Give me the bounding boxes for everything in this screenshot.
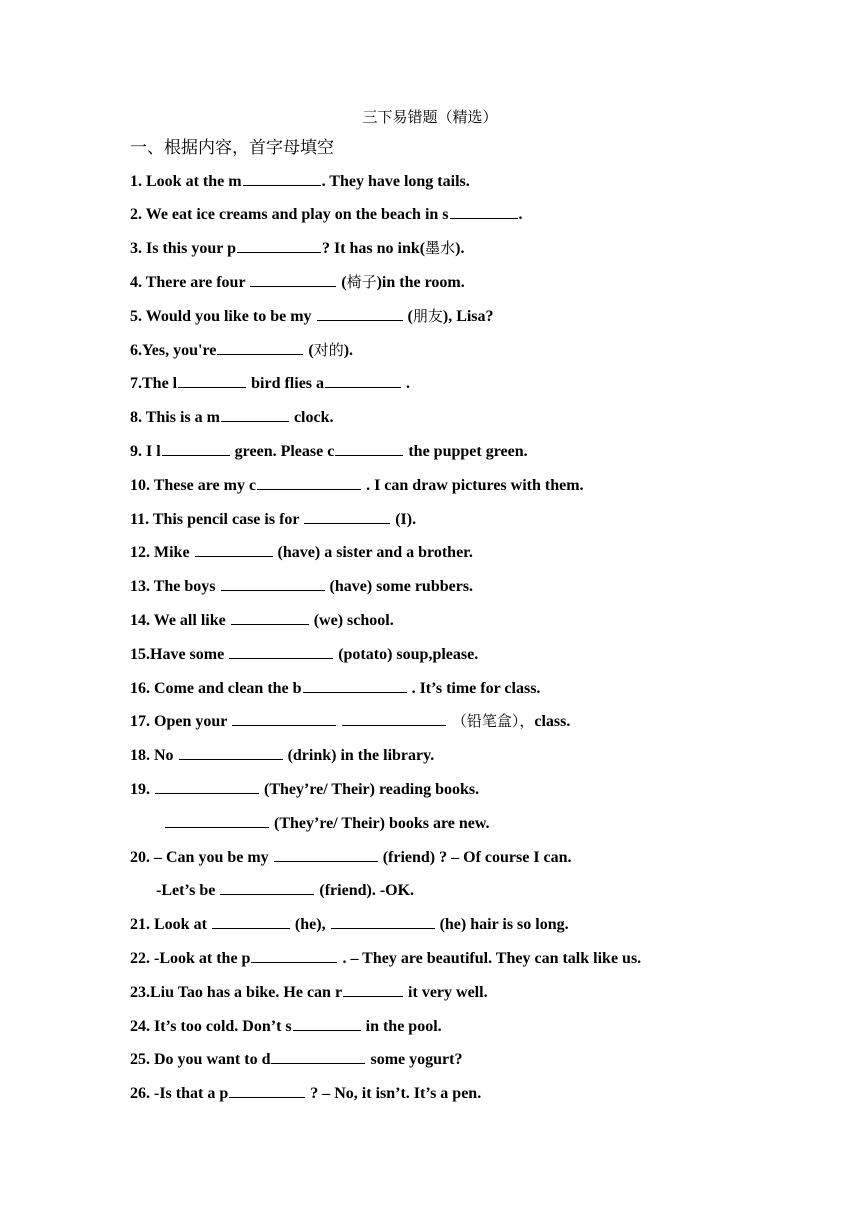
answer-blank[interactable] — [220, 879, 314, 895]
answer-blank[interactable] — [179, 744, 283, 760]
question-14: 14. We all like (we) school. — [130, 609, 394, 631]
answer-blank[interactable] — [231, 609, 309, 625]
answer-blank[interactable] — [162, 440, 230, 456]
answer-blank[interactable] — [237, 237, 321, 253]
answer-blank[interactable] — [335, 440, 403, 456]
question-19a: 19. (They’re/ Their) reading books. — [130, 778, 479, 800]
question-13: 13. The boys (have) some rubbers. — [130, 575, 473, 597]
question-24: 24. It’s too cold. Don’t s in the pool. — [130, 1015, 442, 1037]
question-10: 10. These are my c . I can draw pictures with them. — [130, 474, 584, 496]
question-19b: (They’re/ Their) books are new. — [164, 812, 490, 834]
answer-blank[interactable] — [331, 913, 435, 929]
answer-blank[interactable] — [325, 372, 401, 388]
answer-blank[interactable] — [343, 981, 403, 997]
answer-blank[interactable] — [155, 778, 259, 794]
question-4: 4. There are four (椅子)in the room. — [130, 273, 465, 291]
answer-blank[interactable] — [229, 1082, 305, 1098]
question-12: 12. Mike (have) a sister and a brother. — [130, 541, 473, 563]
worksheet-title: 三下易错题（精选） — [362, 108, 498, 126]
answer-blank[interactable] — [221, 575, 325, 591]
question-9: 9. I l green. Please c the puppet green. — [130, 440, 528, 462]
answer-blank[interactable] — [178, 372, 246, 388]
answer-blank[interactable] — [274, 846, 378, 862]
answer-blank[interactable] — [195, 541, 273, 557]
question-16: 16. Come and clean the b . It’s time for class. — [130, 677, 540, 699]
question-20b: -Let’s be (friend). -OK. — [156, 879, 414, 901]
question-5: 5. Would you like to be my (朋友), Lisa? — [130, 307, 494, 325]
question-1: 1. Look at the m . They have long tails. — [130, 170, 470, 192]
question-2: 2. We eat ice creams and play on the beach in s . — [130, 203, 523, 225]
question-7: 7.The l bird flies a . — [130, 372, 410, 394]
answer-blank[interactable] — [212, 913, 290, 929]
question-26: 26. -Is that a p ? – No, it isn’t. It’s a pen. — [130, 1082, 481, 1104]
question-6: 6.Yes, you're (对的). — [130, 341, 354, 359]
answer-blank[interactable] — [450, 203, 518, 219]
answer-blank[interactable] — [217, 339, 303, 355]
question-18: 18. No (drink) in the library. — [130, 744, 434, 766]
question-23: 23.Liu Tao has a bike. He can r it very well. — [130, 981, 488, 1003]
question-11: 11. This pencil case is for (I). — [130, 508, 416, 530]
answer-blank[interactable] — [303, 677, 407, 693]
answer-blank[interactable] — [250, 271, 336, 287]
question-25: 25. Do you want to d some yogurt? — [130, 1048, 462, 1070]
question-15: 15.Have some (potato) soup,please. — [130, 643, 478, 665]
section-heading: 一、根据内容，首字母填空 — [130, 138, 334, 158]
answer-blank[interactable] — [229, 643, 333, 659]
answer-blank[interactable] — [165, 812, 269, 828]
answer-blank[interactable] — [293, 1015, 361, 1031]
answer-blank[interactable] — [271, 1048, 365, 1064]
question-20a: 20. – Can you be my (friend) ? – Of course I can. — [130, 846, 572, 868]
question-3: 3. Is this your p ? It has no ink(墨水). — [130, 239, 465, 257]
question-22: 22. -Look at the p . – They are beautiful. They can talk like us. — [130, 947, 641, 969]
answer-blank[interactable] — [232, 710, 336, 726]
question-17: 17. Open your （铅笔盒），class. — [130, 712, 571, 730]
question-21: 21. Look at (he), (he) hair is so long. — [130, 913, 569, 935]
answer-blank[interactable] — [317, 305, 403, 321]
answer-blank[interactable] — [304, 508, 390, 524]
answer-blank[interactable] — [257, 474, 361, 490]
answer-blank[interactable] — [342, 710, 446, 726]
answer-blank[interactable] — [243, 170, 321, 186]
question-8: 8. This is a m clock. — [130, 406, 334, 428]
answer-blank[interactable] — [221, 406, 289, 422]
answer-blank[interactable] — [251, 947, 337, 963]
